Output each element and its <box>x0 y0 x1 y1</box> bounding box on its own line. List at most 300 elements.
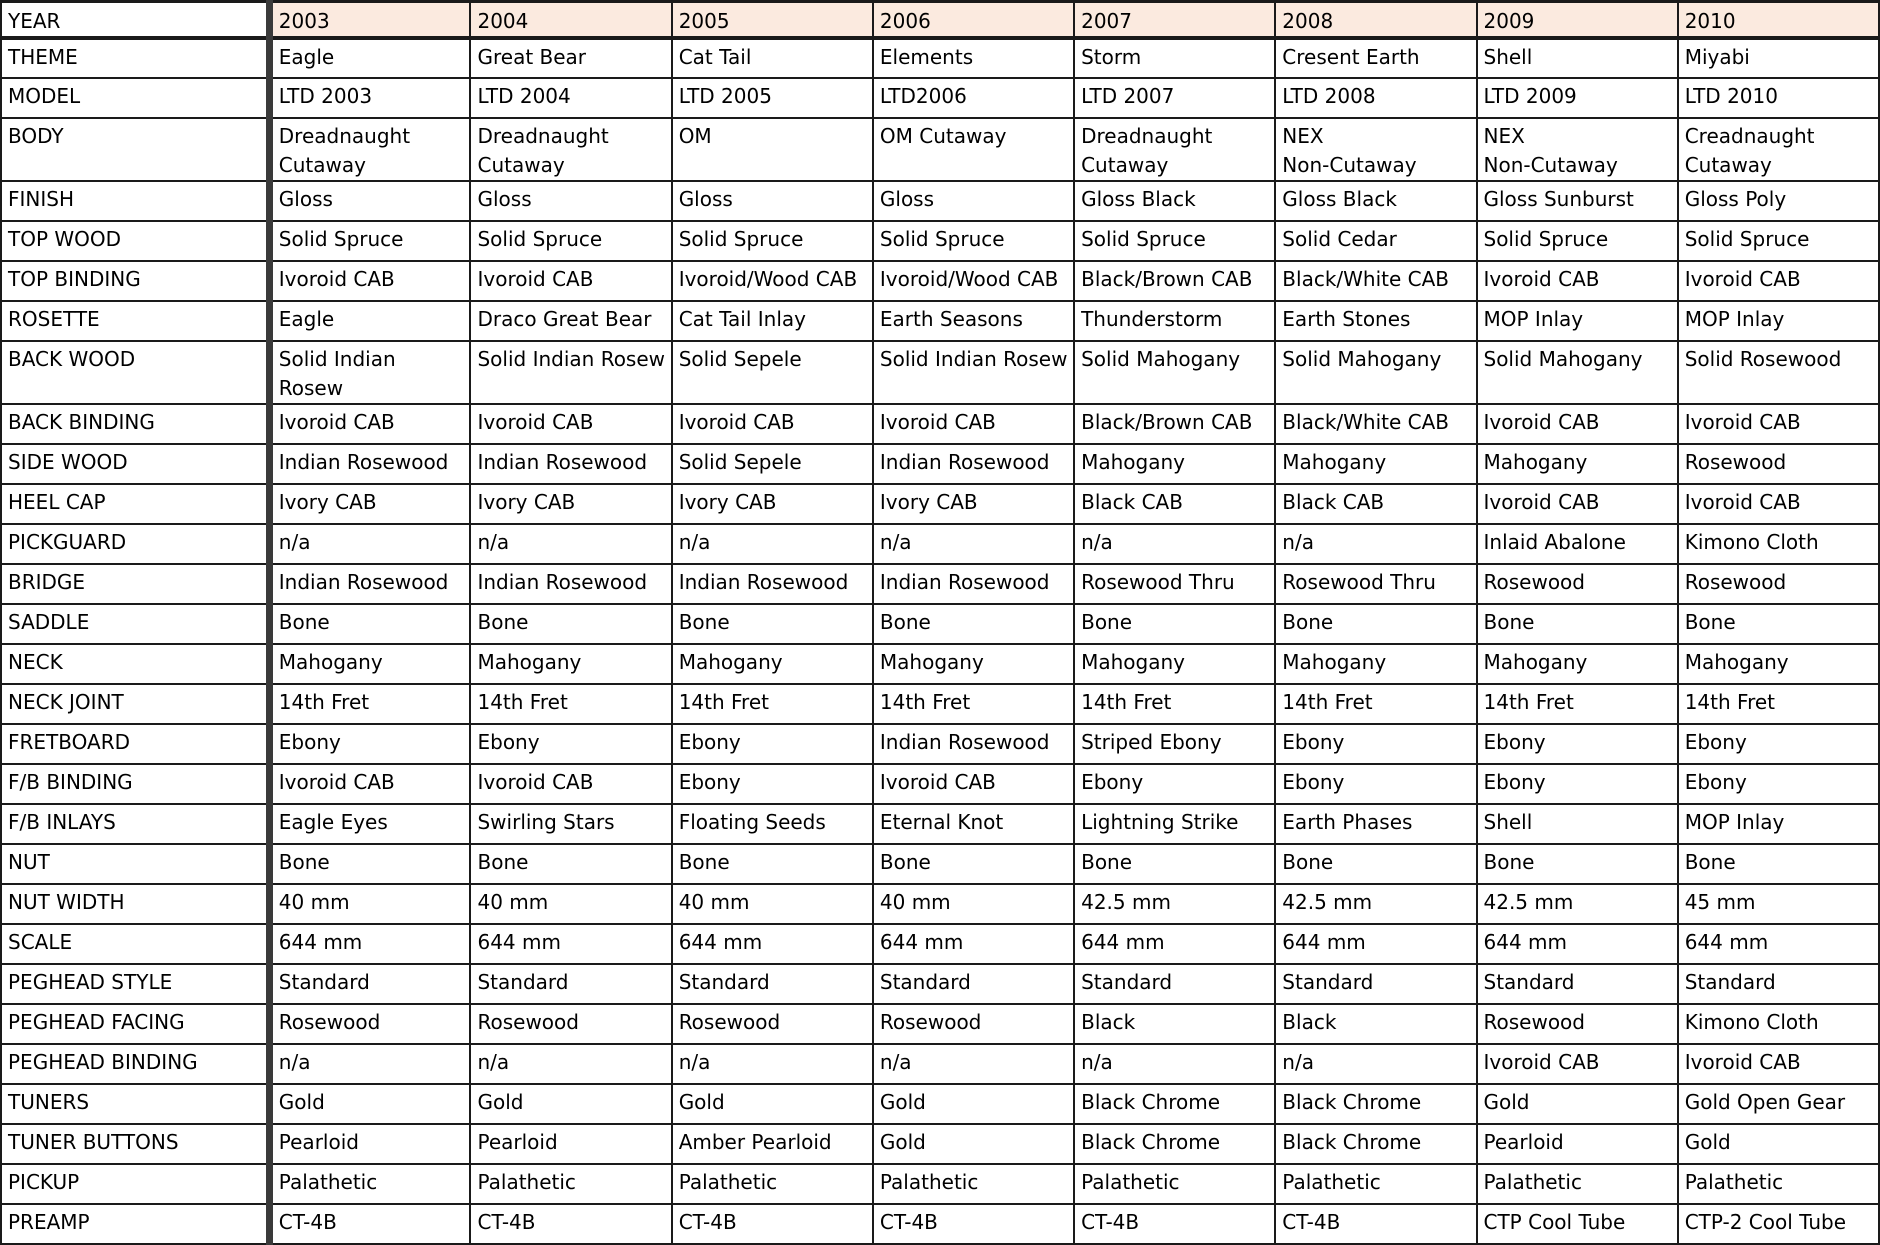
spec-value-cell: Gloss Black <box>1074 181 1275 221</box>
spec-value-cell: Ivoroid CAB <box>269 261 470 301</box>
spec-value-cell: OM Cutaway <box>873 118 1074 181</box>
spec-value-cell: Bone <box>1678 604 1879 644</box>
spec-value-cell: Palathetic <box>1275 1164 1476 1204</box>
spec-value-cell: Black/White CAB <box>1275 404 1476 444</box>
spec-value-cell: Rosewood <box>1678 564 1879 604</box>
spec-value-cell: Solid Mahogany <box>1074 341 1275 404</box>
spec-value-cell: Bone <box>1074 604 1275 644</box>
row-label-cell: SIDE WOOD <box>1 444 269 484</box>
spec-value-cell: Bone <box>1275 844 1476 884</box>
spec-value-cell: n/a <box>470 524 671 564</box>
spec-value-cell: Ivoroid CAB <box>1678 261 1879 301</box>
spec-value-cell: Bone <box>1477 844 1678 884</box>
spec-value-cell: Eagle <box>269 38 470 78</box>
table-row <box>1 964 1879 1004</box>
spec-value-cell: Standard <box>269 964 470 1004</box>
spec-value-cell: Great Bear <box>470 38 671 78</box>
row-label-cell: SADDLE <box>1 604 269 644</box>
spec-value-cell: Indian Rosewood <box>873 724 1074 764</box>
spec-value-cell: Miyabi <box>1678 38 1879 78</box>
spec-value-cell: Ivoroid/Wood CAB <box>672 261 873 301</box>
spec-value-cell: Palathetic <box>269 1164 470 1204</box>
year-header-cell: 2009 <box>1477 2 1678 39</box>
table-row <box>1 644 1879 684</box>
spec-value-cell: Ebony <box>1678 764 1879 804</box>
spec-value-cell: Gloss <box>873 181 1074 221</box>
spec-value-cell: Indian Rosewood <box>672 564 873 604</box>
spec-value-cell: Ivoroid CAB <box>269 404 470 444</box>
spec-value-cell: Indian Rosewood <box>873 564 1074 604</box>
spec-value-cell: Standard <box>470 964 671 1004</box>
spec-value-cell: 14th Fret <box>1477 684 1678 724</box>
spec-value-cell: Bone <box>1678 844 1879 884</box>
spec-value-cell: Rosewood <box>1477 1004 1678 1044</box>
table-row <box>1 684 1879 724</box>
row-label-cell: BACK BINDING <box>1 404 269 444</box>
row-label-cell: NECK JOINT <box>1 684 269 724</box>
spec-value-cell: Earth Phases <box>1275 804 1476 844</box>
spec-value-cell: Gloss Sunburst <box>1477 181 1678 221</box>
spec-value-cell: Ivoroid CAB <box>672 404 873 444</box>
spec-value-cell: LTD 2009 <box>1477 78 1678 118</box>
spec-value-cell: Inlaid Abalone <box>1477 524 1678 564</box>
spec-value-cell: Black/Brown CAB <box>1074 404 1275 444</box>
spec-value-cell: Ivoroid CAB <box>470 261 671 301</box>
spec-value-cell: Mahogany <box>873 644 1074 684</box>
year-header-cell: 2003 <box>269 2 470 39</box>
spec-value-cell: Black CAB <box>1074 484 1275 524</box>
row-label-cell: FRETBOARD <box>1 724 269 764</box>
table-row <box>1 564 1879 604</box>
spec-value-cell: Rosewood <box>672 1004 873 1044</box>
spec-value-cell: Gold Open Gear <box>1678 1084 1879 1124</box>
spec-value-cell: Mahogany <box>1074 644 1275 684</box>
spec-value-cell: Ivoroid CAB <box>1477 1044 1678 1084</box>
spec-value-cell: LTD 2007 <box>1074 78 1275 118</box>
spec-value-cell: Mahogany <box>672 644 873 684</box>
spec-value-cell: Rosewood <box>269 1004 470 1044</box>
spec-value-cell: CTP-2 Cool Tube <box>1678 1204 1879 1244</box>
spec-value-cell: Bone <box>269 604 470 644</box>
spec-value-cell: Ebony <box>672 764 873 804</box>
spec-value-cell: Standard <box>873 964 1074 1004</box>
table-row <box>1 301 1879 341</box>
spec-value-cell: OM <box>672 118 873 181</box>
spec-value-cell: Solid Spruce <box>470 221 671 261</box>
spec-value-cell: Solid Spruce <box>269 221 470 261</box>
spec-value-cell: n/a <box>672 1044 873 1084</box>
table-row <box>1 261 1879 301</box>
spec-value-cell: Ivory CAB <box>269 484 470 524</box>
spec-value-cell: Ivory CAB <box>470 484 671 524</box>
row-label-cell: BACK WOOD <box>1 341 269 404</box>
spec-value-cell: Indian Rosewood <box>470 444 671 484</box>
spec-value-cell: Thunderstorm <box>1074 301 1275 341</box>
table-row <box>1 884 1879 924</box>
spec-value-cell: Ebony <box>470 724 671 764</box>
spec-value-cell: Ivoroid CAB <box>1477 484 1678 524</box>
spec-value-cell: Ivory CAB <box>672 484 873 524</box>
spec-value-cell: Ebony <box>1275 724 1476 764</box>
year-header-cell: 2006 <box>873 2 1074 39</box>
spec-value-cell: Ivoroid CAB <box>873 764 1074 804</box>
spec-value-cell: 40 mm <box>470 884 671 924</box>
spec-value-cell: Solid Indian Rosew <box>470 341 671 404</box>
spec-value-cell: Palathetic <box>1678 1164 1879 1204</box>
spec-value-cell: Black Chrome <box>1275 1084 1476 1124</box>
spec-value-cell: n/a <box>1074 1044 1275 1084</box>
spec-value-cell: 644 mm <box>1275 924 1476 964</box>
spec-value-cell: Gold <box>873 1124 1074 1164</box>
spec-value-cell: Ebony <box>1074 764 1275 804</box>
spec-value-cell: Mahogany <box>470 644 671 684</box>
table-row <box>1 724 1879 764</box>
spec-value-cell: Bone <box>269 844 470 884</box>
spec-value-cell: CT-4B <box>672 1204 873 1244</box>
row-label-cell: FINISH <box>1 181 269 221</box>
spec-value-cell: 644 mm <box>672 924 873 964</box>
spec-value-cell: Ivoroid CAB <box>873 404 1074 444</box>
spec-table-body <box>1 38 1879 1244</box>
row-label-cell: BRIDGE <box>1 564 269 604</box>
spec-value-cell: CTP Cool Tube <box>1477 1204 1678 1244</box>
spec-value-cell: Ebony <box>1477 724 1678 764</box>
spec-value-cell: Rosewood <box>1477 564 1678 604</box>
spec-value-cell: Ivory CAB <box>873 484 1074 524</box>
spec-value-cell: Bone <box>1477 604 1678 644</box>
spec-value-cell: Black <box>1275 1004 1476 1044</box>
spec-value-cell: Kimono Cloth <box>1678 1004 1879 1044</box>
spec-value-cell: Solid Spruce <box>1074 221 1275 261</box>
spec-value-cell: CT-4B <box>1074 1204 1275 1244</box>
row-label-cell: PEGHEAD BINDING <box>1 1044 269 1084</box>
spec-value-cell: Ivoroid CAB <box>470 404 671 444</box>
spec-value-cell: n/a <box>672 524 873 564</box>
row-label-cell: TOP BINDING <box>1 261 269 301</box>
table-row <box>1 78 1879 118</box>
spec-value-cell: Solid Spruce <box>1678 221 1879 261</box>
spec-value-cell: Bone <box>672 604 873 644</box>
row-label-cell: BODY <box>1 118 269 181</box>
table-row <box>1 844 1879 884</box>
spec-value-cell: Indian Rosewood <box>269 444 470 484</box>
table-row <box>1 524 1879 564</box>
spec-value-cell: 14th Fret <box>269 684 470 724</box>
spec-value-cell: Standard <box>1275 964 1476 1004</box>
spec-value-cell: 14th Fret <box>1678 684 1879 724</box>
spec-value-cell: 45 mm <box>1678 884 1879 924</box>
spec-value-cell: Gold <box>1678 1124 1879 1164</box>
spec-value-cell: Bone <box>470 604 671 644</box>
spec-value-cell: 14th Fret <box>470 684 671 724</box>
spec-value-cell: n/a <box>873 524 1074 564</box>
spec-value-cell: Ivoroid CAB <box>1678 404 1879 444</box>
spec-value-cell: Solid Rosewood <box>1678 341 1879 404</box>
table-row <box>1 1124 1879 1164</box>
spec-value-cell: Solid Spruce <box>1477 221 1678 261</box>
spec-value-cell: n/a <box>1275 524 1476 564</box>
spec-value-cell: Solid Mahogany <box>1275 341 1476 404</box>
spec-value-cell: Bone <box>672 844 873 884</box>
spec-value-cell: Eagle <box>269 301 470 341</box>
spec-value-cell: Solid Indian Rosew <box>269 341 470 404</box>
spec-value-cell: 42.5 mm <box>1074 884 1275 924</box>
spec-value-cell: Mahogany <box>1477 444 1678 484</box>
spec-value-cell: Gold <box>873 1084 1074 1124</box>
row-label-cell: MODEL <box>1 78 269 118</box>
spec-value-cell: LTD 2008 <box>1275 78 1476 118</box>
spec-value-cell: Ivoroid CAB <box>470 764 671 804</box>
spec-value-cell: Gloss Black <box>1275 181 1476 221</box>
row-label-cell: TUNER BUTTONS <box>1 1124 269 1164</box>
spec-value-cell: Indian Rosewood <box>873 444 1074 484</box>
spec-value-cell: Gold <box>672 1084 873 1124</box>
spec-value-cell: CT-4B <box>269 1204 470 1244</box>
table-row <box>1 341 1879 404</box>
spec-value-cell: Creadnaught Cutaway <box>1678 118 1879 181</box>
spec-value-cell: Mahogany <box>1275 644 1476 684</box>
row-label-cell: THEME <box>1 38 269 78</box>
spec-value-cell: Solid Cedar <box>1275 221 1476 261</box>
row-label-cell: F/B BINDING <box>1 764 269 804</box>
spec-value-cell: n/a <box>269 1044 470 1084</box>
spec-value-cell: Bone <box>873 604 1074 644</box>
spec-value-cell: Rosewood Thru <box>1275 564 1476 604</box>
spec-value-cell: Storm <box>1074 38 1275 78</box>
spec-value-cell: Palathetic <box>873 1164 1074 1204</box>
spec-value-cell: Bone <box>1074 844 1275 884</box>
year-header-cell: 2010 <box>1678 2 1879 39</box>
spec-value-cell: Standard <box>1074 964 1275 1004</box>
table-row <box>1 181 1879 221</box>
spec-value-cell: Cresent Earth <box>1275 38 1476 78</box>
row-label-cell: NECK <box>1 644 269 684</box>
spec-value-cell: Cat Tail <box>672 38 873 78</box>
spec-value-cell: n/a <box>1074 524 1275 564</box>
spec-value-cell: Ivoroid CAB <box>269 764 470 804</box>
table-row <box>1 1204 1879 1244</box>
spec-value-cell: Black Chrome <box>1074 1084 1275 1124</box>
spec-value-cell: Ebony <box>1678 724 1879 764</box>
table-row <box>1 604 1879 644</box>
row-label-cell: PEGHEAD FACING <box>1 1004 269 1044</box>
spec-value-cell: 14th Fret <box>1275 684 1476 724</box>
spec-value-cell: 14th Fret <box>873 684 1074 724</box>
table-row <box>1 404 1879 444</box>
table-row <box>1 924 1879 964</box>
spec-value-cell: Ivoroid CAB <box>1477 404 1678 444</box>
spec-value-cell: LTD2006 <box>873 78 1074 118</box>
spec-value-cell: Rosewood <box>873 1004 1074 1044</box>
table-row <box>1 1084 1879 1124</box>
spec-value-cell: Ebony <box>672 724 873 764</box>
spec-value-cell: Lightning Strike <box>1074 804 1275 844</box>
spec-value-cell: Dreadnaught Cutaway <box>269 118 470 181</box>
spec-value-cell: Black <box>1074 1004 1275 1044</box>
spec-value-cell: Bone <box>873 844 1074 884</box>
spec-value-cell: Gloss <box>672 181 873 221</box>
spec-value-cell: Mahogany <box>1074 444 1275 484</box>
spec-value-cell: Bone <box>1275 604 1476 644</box>
spec-value-cell: Black Chrome <box>1275 1124 1476 1164</box>
spec-value-cell: Kimono Cloth <box>1678 524 1879 564</box>
spec-value-cell: Black Chrome <box>1074 1124 1275 1164</box>
spec-value-cell: Mahogany <box>1275 444 1476 484</box>
spec-value-cell: Mahogany <box>269 644 470 684</box>
spec-value-cell: 644 mm <box>1678 924 1879 964</box>
spec-value-cell: Black/Brown CAB <box>1074 261 1275 301</box>
spec-value-cell: Solid Sepele <box>672 444 873 484</box>
year-label-cell: YEAR <box>1 2 269 39</box>
spec-value-cell: Shell <box>1477 804 1678 844</box>
year-header-cell: 2007 <box>1074 2 1275 39</box>
spec-value-cell: Gloss Poly <box>1678 181 1879 221</box>
spec-value-cell: Palathetic <box>1477 1164 1678 1204</box>
spec-value-cell: Pearloid <box>1477 1124 1678 1164</box>
spec-value-cell: Palathetic <box>470 1164 671 1204</box>
row-label-cell: PEGHEAD STYLE <box>1 964 269 1004</box>
spec-value-cell: Ebony <box>1275 764 1476 804</box>
spec-value-cell: Striped Ebony <box>1074 724 1275 764</box>
spec-value-cell: Draco Great Bear <box>470 301 671 341</box>
spec-value-cell: CT-4B <box>873 1204 1074 1244</box>
spec-value-cell: Eternal Knot <box>873 804 1074 844</box>
table-row <box>1 1164 1879 1204</box>
row-label-cell: TUNERS <box>1 1084 269 1124</box>
spec-value-cell: Black CAB <box>1275 484 1476 524</box>
spec-value-cell: Gloss <box>269 181 470 221</box>
row-label-cell: TOP WOOD <box>1 221 269 261</box>
table-row <box>1 804 1879 844</box>
spec-value-cell: Gloss <box>470 181 671 221</box>
row-label-cell: F/B INLAYS <box>1 804 269 844</box>
spec-value-cell: Mahogany <box>1678 644 1879 684</box>
spec-value-cell: LTD 2004 <box>470 78 671 118</box>
spec-value-cell: Bone <box>470 844 671 884</box>
spec-value-cell: 14th Fret <box>672 684 873 724</box>
spec-value-cell: n/a <box>1275 1044 1476 1084</box>
spec-value-cell: n/a <box>873 1044 1074 1084</box>
spec-value-cell: 644 mm <box>470 924 671 964</box>
spec-value-cell: Palathetic <box>672 1164 873 1204</box>
spec-value-cell: Solid Mahogany <box>1477 341 1678 404</box>
table-row <box>1 764 1879 804</box>
spec-value-cell: Eagle Eyes <box>269 804 470 844</box>
spec-value-cell: LTD 2005 <box>672 78 873 118</box>
spec-value-cell: Earth Seasons <box>873 301 1074 341</box>
spec-value-cell: Gold <box>269 1084 470 1124</box>
spec-value-cell: Rosewood Thru <box>1074 564 1275 604</box>
row-label-cell: PICKGUARD <box>1 524 269 564</box>
spec-value-cell: Gold <box>470 1084 671 1124</box>
spec-value-cell: LTD 2010 <box>1678 78 1879 118</box>
table-row <box>1 484 1879 524</box>
row-label-cell: SCALE <box>1 924 269 964</box>
spec-value-cell: Rosewood <box>470 1004 671 1044</box>
spec-value-cell: NEX Non-Cutaway <box>1477 118 1678 181</box>
spec-value-cell: Ivoroid CAB <box>1477 261 1678 301</box>
row-label-cell: HEEL CAP <box>1 484 269 524</box>
table-row <box>1 1044 1879 1084</box>
spec-value-cell: n/a <box>269 524 470 564</box>
spec-value-cell: CT-4B <box>470 1204 671 1244</box>
table-row <box>1 1004 1879 1044</box>
spec-value-cell: Standard <box>1477 964 1678 1004</box>
table-row <box>1 444 1879 484</box>
spec-value-cell: 644 mm <box>269 924 470 964</box>
spec-value-cell: LTD 2003 <box>269 78 470 118</box>
spec-value-cell: Standard <box>672 964 873 1004</box>
spec-value-cell: 42.5 mm <box>1477 884 1678 924</box>
year-header-cell: 2005 <box>672 2 873 39</box>
spec-value-cell: NEX Non-Cutaway <box>1275 118 1476 181</box>
row-label-cell: NUT WIDTH <box>1 884 269 924</box>
spec-value-cell: Dreadnaught Cutaway <box>1074 118 1275 181</box>
spec-value-cell: Shell <box>1477 38 1678 78</box>
year-header-cell: 2004 <box>470 2 671 39</box>
spec-value-cell: 42.5 mm <box>1275 884 1476 924</box>
spec-value-cell: Cat Tail Inlay <box>672 301 873 341</box>
row-label-cell: PREAMP <box>1 1204 269 1244</box>
table-row <box>1 221 1879 261</box>
spec-value-cell: Solid Sepele <box>672 341 873 404</box>
spec-value-cell: 40 mm <box>873 884 1074 924</box>
spec-value-cell: Indian Rosewood <box>269 564 470 604</box>
spec-value-cell: Palathetic <box>1074 1164 1275 1204</box>
spec-value-cell: 644 mm <box>873 924 1074 964</box>
spec-value-cell: MOP Inlay <box>1477 301 1678 341</box>
spec-value-cell: Solid Spruce <box>873 221 1074 261</box>
row-label-cell: ROSETTE <box>1 301 269 341</box>
spec-value-cell: Ebony <box>269 724 470 764</box>
row-label-cell: NUT <box>1 844 269 884</box>
spec-value-cell: Ebony <box>1477 764 1678 804</box>
spec-value-cell: Ivoroid CAB <box>1678 484 1879 524</box>
spec-value-cell: Rosewood <box>1678 444 1879 484</box>
spec-value-cell: CT-4B <box>1275 1204 1476 1244</box>
spec-value-cell: Swirling Stars <box>470 804 671 844</box>
spec-value-cell: Indian Rosewood <box>470 564 671 604</box>
spec-value-cell: Ivoroid CAB <box>1678 1044 1879 1084</box>
spec-value-cell: Pearloid <box>269 1124 470 1164</box>
spec-value-cell: Black/White CAB <box>1275 261 1476 301</box>
spec-value-cell: Mahogany <box>1477 644 1678 684</box>
spec-value-cell: Floating Seeds <box>672 804 873 844</box>
spec-value-cell: 644 mm <box>1477 924 1678 964</box>
spec-value-cell: 40 mm <box>672 884 873 924</box>
spec-value-cell: n/a <box>470 1044 671 1084</box>
spec-value-cell: Ivoroid/Wood CAB <box>873 261 1074 301</box>
row-label-cell: PICKUP <box>1 1164 269 1204</box>
year-header-cell: 2008 <box>1275 2 1476 39</box>
spec-value-cell: Elements <box>873 38 1074 78</box>
spec-value-cell: Amber Pearloid <box>672 1124 873 1164</box>
spec-value-cell: Gold <box>1477 1084 1678 1124</box>
spec-value-cell: Solid Indian Rosew <box>873 341 1074 404</box>
spec-value-cell: Pearloid <box>470 1124 671 1164</box>
table-row <box>1 38 1879 78</box>
spec-value-cell: MOP Inlay <box>1678 301 1879 341</box>
spec-value-cell: Solid Spruce <box>672 221 873 261</box>
spec-value-cell: 644 mm <box>1074 924 1275 964</box>
table-row <box>1 118 1879 181</box>
spec-value-cell: Earth Stones <box>1275 301 1476 341</box>
spec-value-cell: Dreadnaught Cutaway <box>470 118 671 181</box>
spec-value-cell: 40 mm <box>269 884 470 924</box>
spec-value-cell: 14th Fret <box>1074 684 1275 724</box>
spec-value-cell: MOP Inlay <box>1678 804 1879 844</box>
header-row <box>1 2 1879 39</box>
